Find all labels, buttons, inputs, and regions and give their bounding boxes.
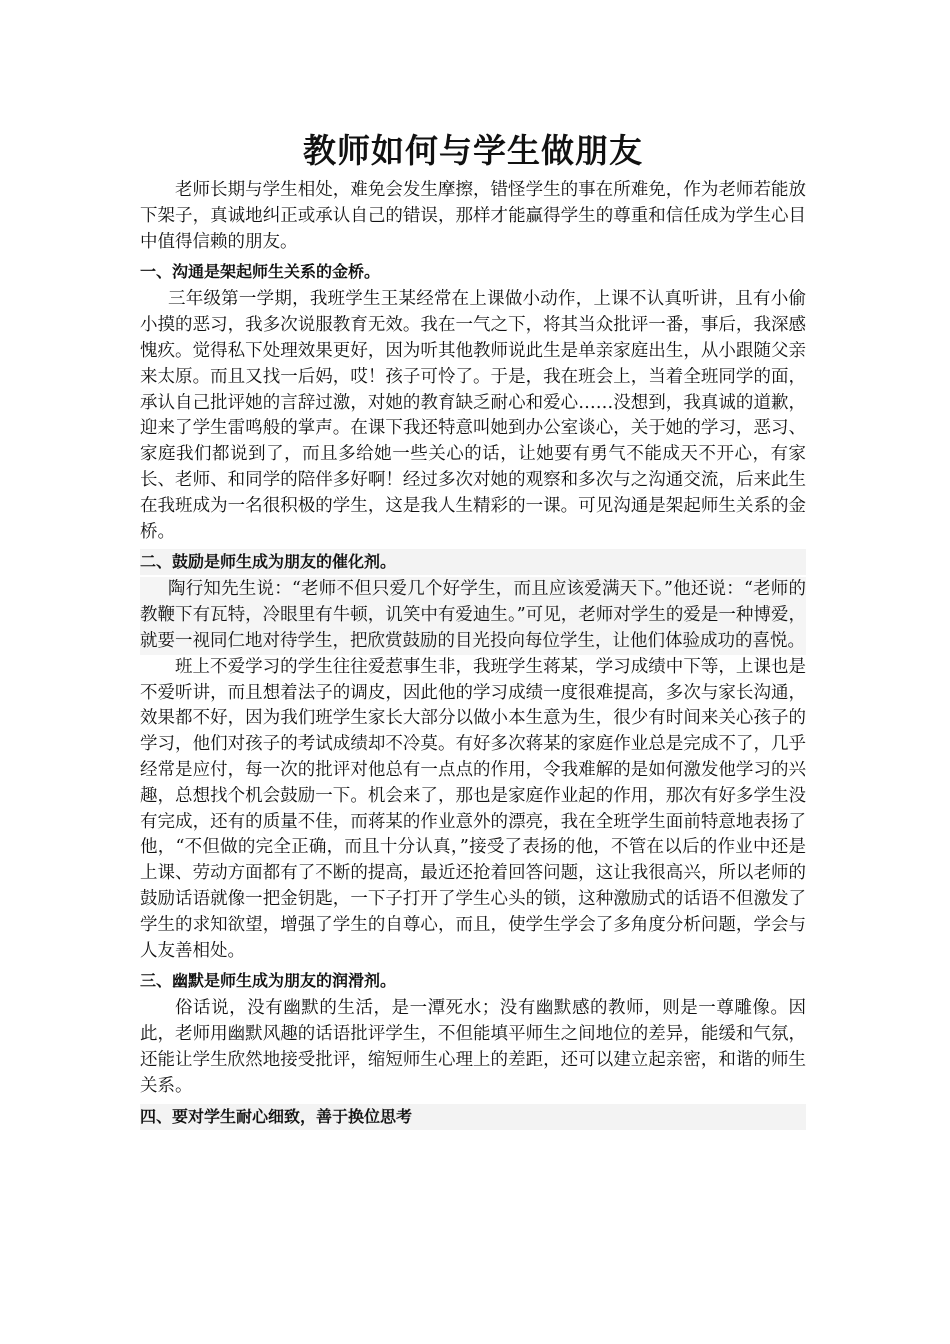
- encouragement-quote-block: [140, 577, 806, 654]
- section-heading-humor: 三、幽默是师生成为朋友的润滑剂。: [140, 971, 397, 991]
- section-paragraph: 俗话说，没有幽默的生活，是一潭死水；没有幽默感的教师，则是一尊雕像。因此，老师用幽默风趣的话语批评学生，不但能填平师生之间地位的差异，能缓和气氛，还能让学生欣然地接受批评，缩短师生心理上的差距，还可以建立起亲密，和谐的师生关系。: [140, 998, 806, 1096]
- section-heading-communication: 一、沟通是架起师生关系的金桥。: [140, 262, 381, 282]
- section-heading-encouragement: 二、鼓励是师生成为朋友的催化剂。: [140, 549, 806, 575]
- document-page: [140, 126, 806, 1132]
- section-paragraph: 三年级第一学期，我班学生王某经常在上课做小动作，上课不认真听讲，且有小偷小摸的恶习，我多次说服教育无效。我在一气之下，将其当众批评一番，事后，我深感愧疚。觉得私下处理效果更好，因为听其他教师说此生是单亲家庭出生，从小跟随父亲来太原。而且又找一后妈，哎！孩子可怜了。于是，我在班会上，当着全班同学的面，承认自己批评她的言辞过激，对她的教育缺乏耐心和爱心……没想到，我真诚的道歉，迎来了学生雷鸣般的掌声。在课下我还特意叫她到办公室谈心，关于她的学习，恶习、家庭我们都说到了，而且多给她一些关心的话，让她要有勇气不能成天不开心，有家长、老师、和同学的陪伴多好啊！经过多次对她的观察和多次与之沟通交流，后来此生在我班成为一名很积极的学生，这是我人生精彩的一课。可见沟通是架起师生关系的金桥。: [140, 289, 806, 542]
- document-title: 教师如何与学生做朋友: [303, 131, 643, 170]
- intro-paragraph: 老师长期与学生相处，难免会发生摩擦，错怪学生的事在所难免，作为老师若能放下架子，真诚地纠正或承认自己的错误，那样才能赢得学生的尊重和信任成为学生心目中值得信赖的朋友。: [140, 180, 806, 252]
- section-paragraph: 陶行知先生说：“老师不但只爱几个好学生，而且应该爱满天下。”他还说：“老师的教鞭下有瓦特，冷眼里有牛顿，讥笑中有爱迪生。”可见，老师对学生的爱是一种博爱，就要一视同仁地对待学生，把欣赏鼓励的目光投向每位学生，让他们体验成功的喜悦。: [140, 579, 806, 651]
- section-heading-patience: 四、要对学生耐心细致，善于换位思考: [140, 1104, 806, 1130]
- section-paragraph: 班上不爱学习的学生往往爱惹事生非，我班学生蒋某，学习成绩中下等，上课也是不爱听讲，而且想着法子的调皮，因此他的学习成绩一度很难提高，多次与家长沟通，效果都不好，因为我们班学生家长大部分以做小本生意为生，很少有时间来关心孩子的学习，他们对孩子的考试成绩却不冷莫。有好多次蒋某的家庭作业总是完成不了，几乎经常是应付，每一次的批评对他总有一点点的作用，令我难解的是如何激发他学习的兴趣，总想找个机会鼓励一下。机会来了，那也是家庭作业起的作用，那次有好多学生没有完成，还有的质量不佳，而蒋某的作业意外的漂亮，我在全班学生面前特意地表扬了他，“不但做的完全正确，而且十分认真，”接受了表扬的他，不管在以后的作业中还是上课、劳动方面都有了不断的提高，最近还抢着回答问题，这让我很高兴，所以老师的鼓励话语就像一把金钥匙，一下子打开了学生心头的锁，这种激励式的话语不但激发了学生的求知欲望，增强了学生的自尊心，而且，使学生学会了多角度分析问题，学会与人友善相处。: [140, 656, 806, 961]
